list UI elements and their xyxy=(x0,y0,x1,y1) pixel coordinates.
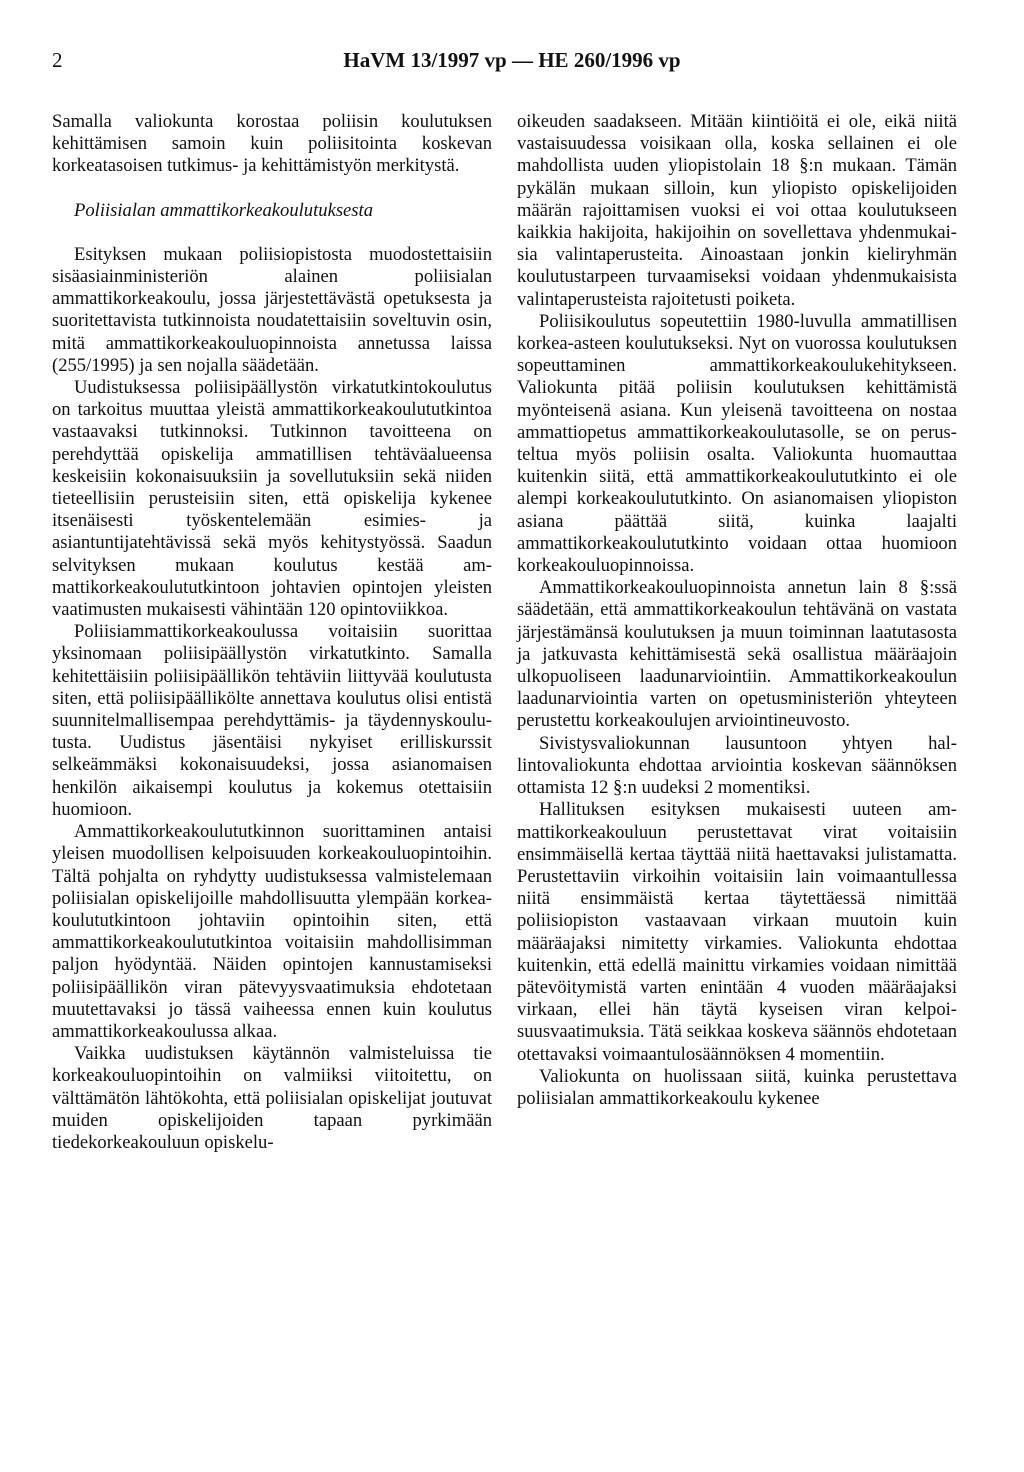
section-subheading: Poliisialan ammattikorkeakoulutuksesta xyxy=(74,199,374,221)
running-title: HaVM 13/1997 vp — HE 260/1996 vp xyxy=(343,48,681,72)
right-column xyxy=(517,111,957,1110)
left-column xyxy=(52,111,492,1154)
paragraph: Poliisikoulutus sopeutettiin 1980-luvulla ammatillisen korkea-asteen koulutukseksi. Nyt on vuorossa koulutuksen sopeuttaminen ammattikorkeakoulukehitykseen. Valiokunta pitää poliisin koulutuksen kehittämistä myönteisenä asiana. Kun yleisenä tavoitteena on nostaa ammattiopetus ammattikorkeakoulutasolle, se on perusteltua myös poliisin osalta. Valiokunta huomauttaa kuitenkin siitä, että ammattikorkeakoulututkinto ei ole alempi korkeakoulututkinto. On asianomaisen yliopiston asiana päättää siitä, kuinka laajalti ammattikorkeakoulututkinto voidaan ottaa huomioon korkeakouluopinnoissa. xyxy=(517,310,957,577)
paragraph: Ammattikorkeakoulututkinnon suorittaminen antaisi yleisen muodollisen kelpoisuuden korkeakouluopintoihin. Tältä pohjalta on ryhdytty uudistuksessa valmistelemaan poliisialan opiskelijoille mahdollisuutta ylempään korkeakoulututkintoon johtaviin opintoihin siten, että ammattikorkeakoulututkintoa voitaisiin mahdollisimman paljon hyödyntää. Näiden opintojen kannustamiseksi poliisipäällikön viran pätevyysvaatimuksia ehdotetaan muutettavaksi jo tässä vaiheessa ennen kuin koulutus ammattikorkeakoulussa alkaa. xyxy=(52,821,492,1042)
paragraph: oikeuden saadakseen. Mitään kiintiöitä ei ole, eikä niitä vastaisuudessa voisikaan olla, koska sellainen ei ole mahdollista uuden yliopistolain 18 §:n mukaan. Tämän pykälän mukaan silloin, kun yliopisto opiskelijoiden määrän rajoittamisen vuoksi ei voi ottaa koulutukseen kaikkia hakijoita, hakijoihin on sovellettava yhdenmukaisia valintaperusteita. Ainoastaan jonkin kieliryhmän koulutustarpeen turvaamiseksi voidaan yhdenmukaisista valintaperusteista rajoitetusti poiketa. xyxy=(517,111,957,310)
paragraph: Hallituksen esityksen mukaisesti uuteen ammattikorkeakouluun perustettavat virat voitaisiin ensimmäisellä kertaa täyttää niitä haettavaksi julistamatta. Perustettaviin virkoihin voitaisiin lain voimaantullessa niitä ensimmäistä kertaa täytettäessä nimittää poliisiopiston vastaavaan virkaan muutoin kuin määräajaksi nimitetty virkamies. Valiokunta ehdottaa kuitenkin, että edellä mainittu virkamies voidaan nimittää pätevöitymistä varten enintään 4 vuoden määräajaksi virkaan, ellei hän täytä kyseisen viran kelpoisuusvaatimuksia. Tätä seikkaa koskeva säännös ehdotetaan otettavaksi voimaantulosäännöksen 4 momentiin. xyxy=(517,799,957,1065)
paragraph: Valiokunta on huolissaan siitä, kuinka perustettava poliisialan ammattikorkeakoulu kykenee xyxy=(517,1065,957,1109)
paragraph: Ammattikorkeakouluopinnoista annetun lain 8 §:ssä säädetään, että ammattikorkeakoulun tehtävänä on vastata järjestämänsä koulutuksen ja muun toiminnan laatutasosta ja jatkuvasta kehittämisestä sekä osallistua määräajoin ulkopuoliseen laadunarviointiin. Ammattikorkeakoulun laadunarviointia varten on opetusministeriön yhteyteen perustettu korkeakoulujen arviointineuvosto. xyxy=(517,577,957,732)
paragraph: Uudistuksessa poliisipäällystön virkatutkintokoulutus on tarkoitus muuttaa yleistä ammattikorkeakoulututkintoa vastaavaksi tutkinnoksi. Tutkinnon tavoitteena on perehdyttää opiskelija ammatillisen tehtäväalueensa keskeisiin kokonaisuuksiin ja sovellutuksiin sekä niiden tieteellisiin perusteisiin siten, että opiskelija kykenee itsenäisesti työskentelemään esimies- ja asiantuntijatehtävissä sekä myös kehitystyössä. Saadun selvityksen mukaan koulutus kestää ammattikorkeakoulututkintoon johtavien opintojen yleisten vaatimusten mukaisesti vähintään 120 opintoviikkoa. xyxy=(52,377,492,621)
paragraph: Sivistysvaliokunnan lausuntoon yhtyen hallintovaliokunta ehdottaa arviointia koskevan säännöksen ottamista 12 §:n uudeksi 2 momentiksi. xyxy=(517,732,957,799)
paragraph: Esityksen mukaan poliisiopistosta muodostettaisiin sisäasiainministeriön alainen poliisialan ammattikorkeakoulu, jossa järjestettävästä opetuksesta ja suoritettavista tutkinnoista noudatettaisiin soveltuvin osin, mitä ammattikorkeakouluopinnoista annetussa laissa (255/1995) ja sen nojalla säädetään. xyxy=(52,243,492,376)
page-number: 2 xyxy=(52,48,63,72)
paragraph: Samalla valiokunta korostaa poliisin koulutuksen kehittämisen samoin kuin poliisitointa koskevan korkeatasoisen tutkimus- ja kehittämistyön merkitystä. xyxy=(52,111,492,177)
paragraph: Vaikka uudistuksen käytännön valmisteluissa tie korkeakouluopintoihin on valmiiksi viitoitettu, on välttämätön lähtökohta, että poliisialan opiskelijat joutuvat muiden opiskelijoiden tapaan pyrkimään tiedekorkeakouluun opiskelu- xyxy=(52,1043,492,1153)
paragraph: Poliisiammattikorkeakoulussa voitaisiin suorittaa yksinomaan poliisipäällystön virkatutkinto. Samalla kehitettäisiin poliisipäällikön tehtäviin liittyvää koulutusta siten, että poliisipäällikölte annettava koulutus olisi entistä suunnitelmallisempaa perehdyttämis- ja täydennyskoulutusta. Uudistus jäsentäisi nykyiset erilliskurssit selkeämmäksi kokonaisuudeksi, jossa asianomaisen henkilön aikaisempi koulutus ja kokemus otettaisiin huomioon. xyxy=(52,621,492,820)
